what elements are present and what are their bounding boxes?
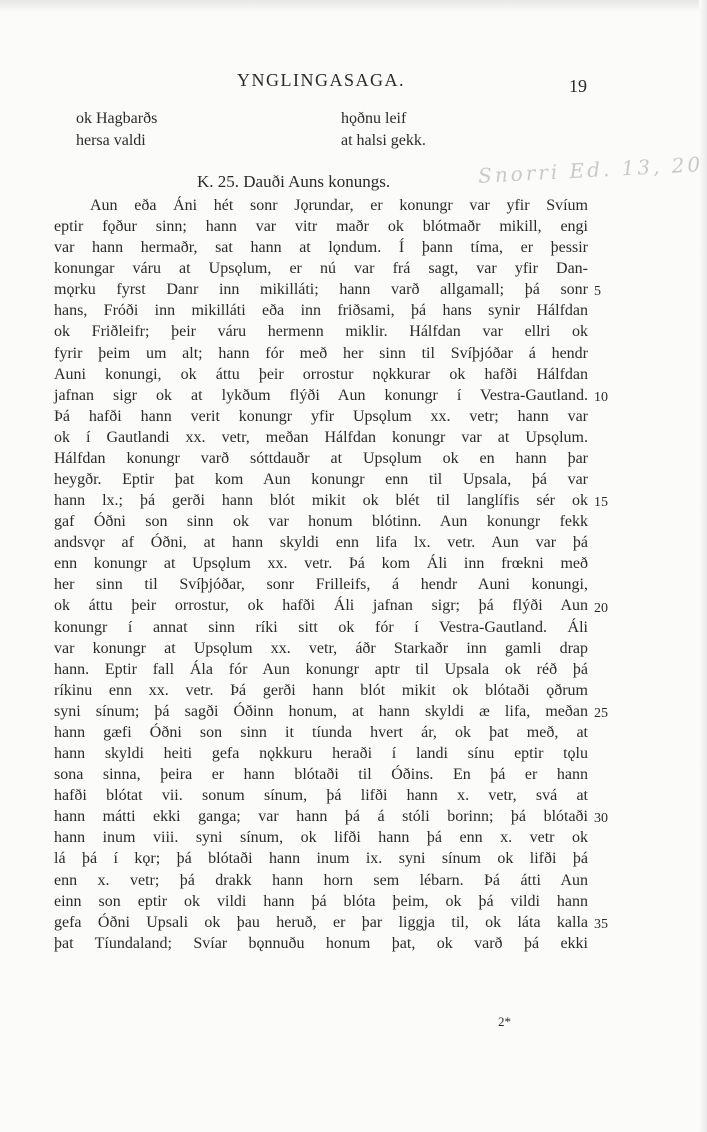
line-number: 5 bbox=[594, 284, 601, 300]
text-line: var konungr at Upsǫlum xx. vetr, áðr Starkaðr inn gamli drap bbox=[54, 639, 588, 657]
text-line: hafði blótat vii. sonum sínum, þá lifði hann x. vetr, svá at bbox=[54, 787, 588, 805]
text-line: lá þá í kǫr; þá blótaði hann inum ix. syni sínum ok lifði þá bbox=[54, 850, 588, 868]
verse-line: hǫðnu leif bbox=[341, 110, 407, 127]
line-number: 20 bbox=[594, 600, 608, 616]
text-line: Aun eða Áni hét sonr Jǫrundar, er konungr var yfir Svíum bbox=[90, 197, 588, 214]
text-line: hann gæfi Óðni son sinn it tíunda hvert ár, ok þat með, at bbox=[54, 723, 588, 741]
chapter-heading: K. 25. Dauði Auns konungs. bbox=[197, 172, 391, 191]
text-line: einn son eptir ok vildi hann þá blóta þeim, ok þá vildi hann bbox=[54, 892, 588, 910]
text-line: fyrir þeim um alt; hann fór með her sinn til Svíþjóðar á hendr bbox=[54, 344, 588, 362]
text-line: Hálfdan konungr varð sóttdauðr at Upsǫlum ok en hann þar bbox=[54, 449, 588, 467]
line-number: 15 bbox=[594, 495, 608, 511]
body-text bbox=[54, 195, 588, 954]
text-line: hann mátti ekki ganga; var hann þá á stóli borinn; þá blótaði bbox=[54, 808, 588, 826]
text-line: ríkinu enn xx. vetr. Þá gerði hann blót mikit ok blótaði ǫðrum bbox=[54, 681, 588, 699]
line-number: 10 bbox=[594, 389, 608, 405]
text-line: ok í Gautlandi xx. vetr, meðan Hálfdan konungr var at Upsǫlum. bbox=[54, 428, 588, 446]
text-line: hann. Eptir fall Ála fór Aun konungr aptr til Upsala ok réð þá bbox=[54, 660, 588, 678]
line-number: 30 bbox=[594, 811, 608, 827]
text-line: konungar váru at Upsǫlum, er nú var frá sagt, var yfir Dan- bbox=[54, 260, 588, 278]
verse-line: ok Hagbarðs bbox=[76, 110, 158, 127]
text-line: Auni konungi, ok áttu þeir orrostur nǫkkurar ok hafði Hálfdan bbox=[54, 365, 588, 383]
running-title: YNGLINGASAGA. bbox=[237, 70, 405, 90]
text-line: Þá hafði hann verit konungr yfir Upsǫlum xx. vetr; hann var bbox=[54, 407, 588, 425]
text-line: mǫrku fyrst Danr inn mikilláti; hann varð allgamall; þá sonr bbox=[54, 281, 588, 299]
text-line: konungr í annat sinn ríki sitt ok fór í Vestra-Gautland. Áli bbox=[54, 618, 588, 636]
text-line: gaf Óðni son sinn ok var honum blótinn. Aun konungr fekk bbox=[54, 513, 588, 531]
text-line: eptir fǫður sinn; hann var vitr maðr ok blótmaðr mikill, engi bbox=[54, 218, 588, 236]
text-line: hann lx.; þá gerði hann blót mikit ok blét til langlífis sér ok bbox=[54, 492, 588, 510]
verse-line: at halsi gekk. bbox=[341, 132, 426, 149]
page-top-edge bbox=[0, 0, 707, 12]
signature-mark: 2* bbox=[498, 1014, 511, 1029]
text-line: var hann hermaðr, sat hann at lǫndum. Í þann tíma, er þessir bbox=[54, 239, 588, 257]
text-line: heygðr. Eptir þat kom Aun konungr enn til Upsala, þá var bbox=[54, 471, 588, 489]
text-line: hans, Fróði inn mikilláti eða inn friðsami, þá hans synir Hálfdan bbox=[54, 302, 588, 320]
text-line: þat Tíundaland; Svíar bǫnnuðu honum þat, ok varð þá ekki bbox=[54, 934, 588, 952]
text-line: ok Friðleifr; þeir váru hermenn miklir. Hálfdan var ellri ok bbox=[54, 323, 588, 341]
text-line: jafnan sigr ok at lykðum flýði Aun konungr í Vestra-Gautland. bbox=[54, 386, 588, 404]
verse-line: hersa valdi bbox=[76, 132, 146, 149]
page-number: 19 bbox=[569, 76, 587, 96]
pencil-annotation: Snorri Ed. 13, 20 bbox=[477, 152, 704, 188]
text-line: syni sínum; þá sagði Óðinn honum, at hann skyldi æ lifa, meðan bbox=[54, 702, 588, 720]
text-line: enn x. vetr; þá drakk hann horn sem lébarn. Þá átti Aun bbox=[54, 871, 588, 889]
text-line: hann inum viii. syni sínum, ok lifði hann þá enn x. vetr ok bbox=[54, 829, 588, 847]
line-number: 35 bbox=[594, 916, 608, 932]
verse-right-column bbox=[341, 108, 426, 152]
text-line: her sinn til Svíþjóðar, sonr Frilleifs, á hendr Auni konungi, bbox=[54, 576, 588, 594]
text-line: sona sinna, þeira er hann blótaði til Óðins. En þá er hann bbox=[54, 766, 588, 784]
text-line: andsvǫr af Óðni, at hann skyldi enn lifa lx. vetr. Aun var þá bbox=[54, 534, 588, 552]
verse-left-column bbox=[76, 108, 157, 152]
line-number: 25 bbox=[594, 705, 608, 721]
text-line: ok áttu þeir orrostur, ok hafði Áli jafnan sigr; þá flýði Aun bbox=[54, 597, 588, 615]
text-line: gefa Óðni Upsali ok þau heruð, er þar liggja til, ok láta kalla bbox=[54, 913, 588, 931]
text-line: hann skyldi heiti gefa nǫkkuru heraði í landi sínu eptir tǫlu bbox=[54, 745, 588, 763]
text-line: enn konungr at Upsǫlum xx. vetr. Þá kom Áli inn frœkni með bbox=[54, 555, 588, 573]
